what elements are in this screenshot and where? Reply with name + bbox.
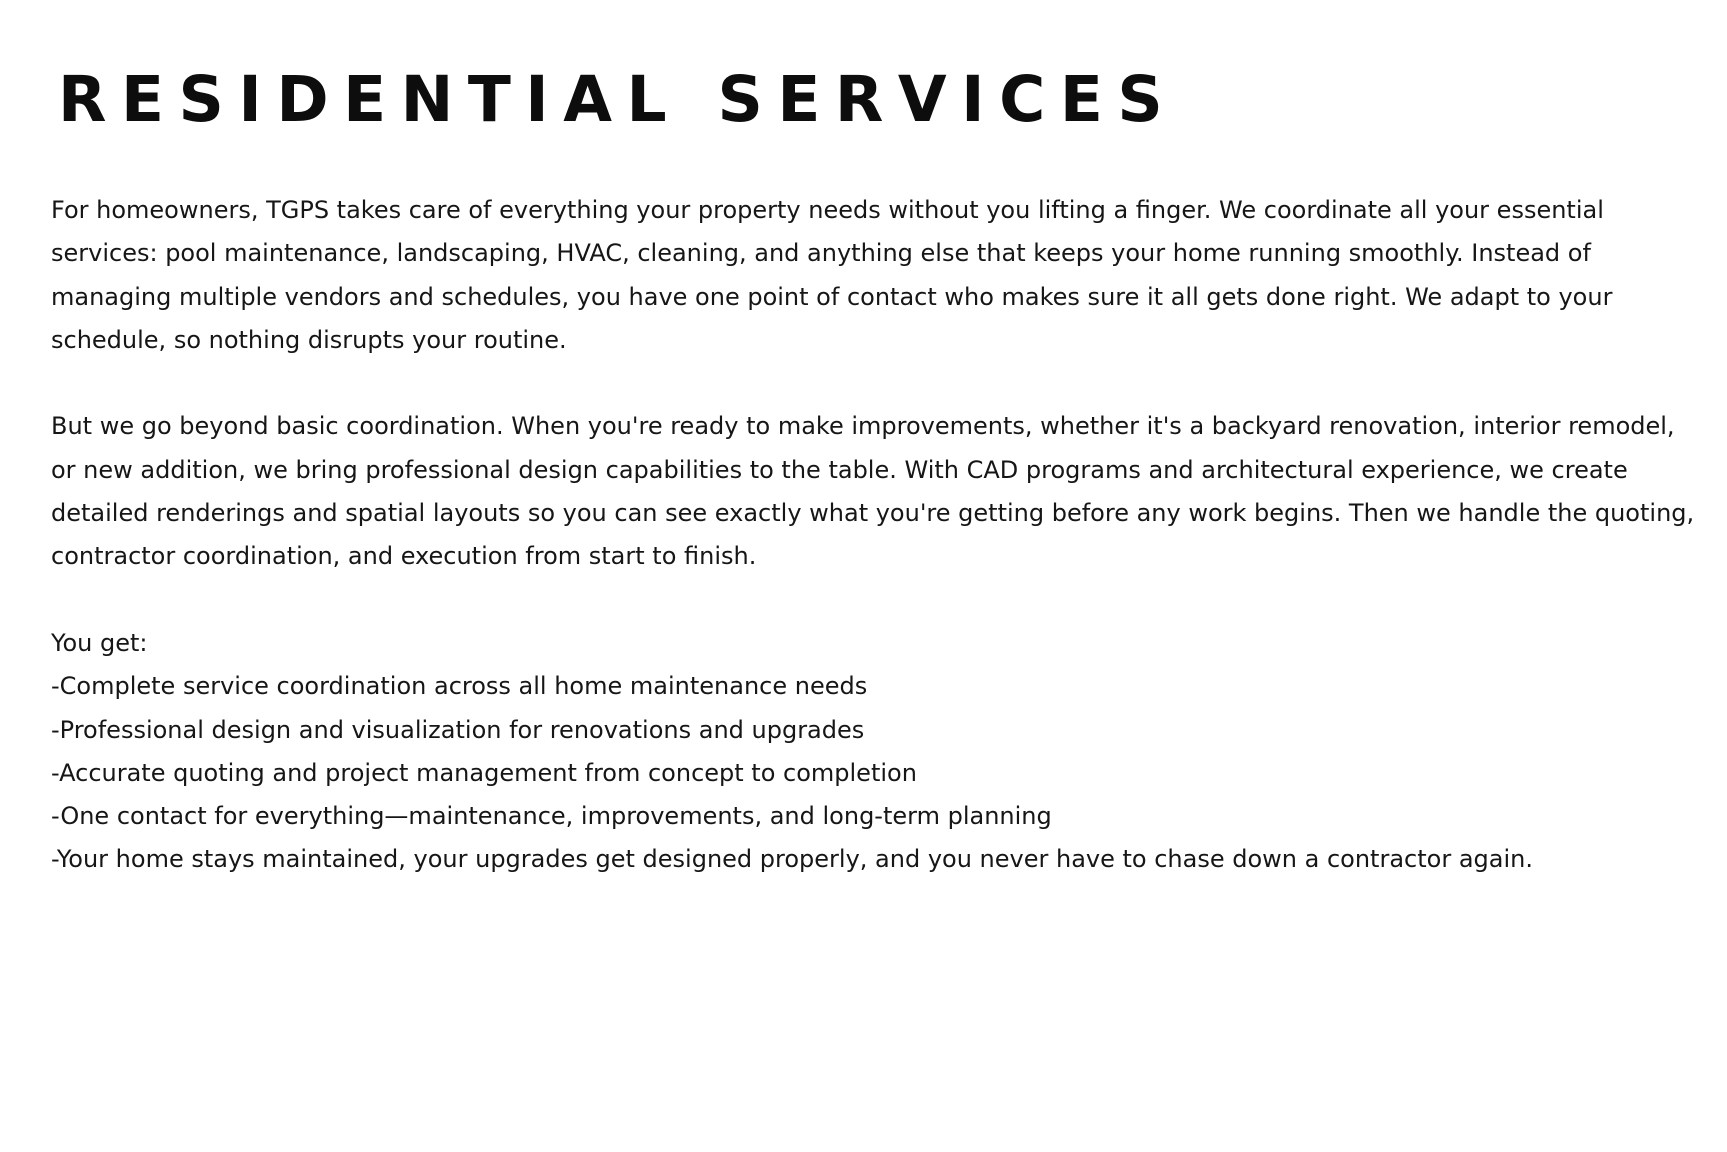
page-content — [51, 189, 1701, 882]
page-title: RESIDENTIAL SERVICES — [58, 63, 1178, 136]
benefit-item: -Complete service coordination across all home maintenance needs — [51, 672, 868, 701]
intro-paragraph: For homeowners, TGPS takes care of everything your property needs without you lifting a finger. We coordinate all your essential services: pool maintenance, landscaping, HVAC, cleaning, and anything else that keeps your home running smoothly. Instead of managing multiple vendors and schedules, you have one point of contact who makes sure it all gets done right. We adapt to your schedule, so nothing disrupts your routine. — [51, 196, 1613, 354]
benefits-list — [51, 665, 1701, 881]
benefit-item: -Your home stays maintained, your upgrades get designed properly, and you never have to chase down a contractor again. — [51, 845, 1533, 874]
benefit-item: -Professional design and visualization for renovations and upgrades — [51, 715, 865, 744]
design-paragraph: But we go beyond basic coordination. When you're ready to make improvements, whether it's a backyard renovation, interior remodel, or new addition, we bring professional design capabilities to the table. With CAD programs and architectural experience, we create detailed renderings and spatial layouts so you can see exactly what you're getting before any work begins. Then we handle the quoting, contractor coordination, and execution from start to finish. — [51, 412, 1695, 571]
benefit-item: -One contact for everything—maintenance, improvements, and long-term planning — [51, 802, 1052, 831]
benefit-item: -Accurate quoting and project management from concept to completion — [51, 758, 917, 787]
benefits-intro: You get: — [51, 628, 148, 657]
